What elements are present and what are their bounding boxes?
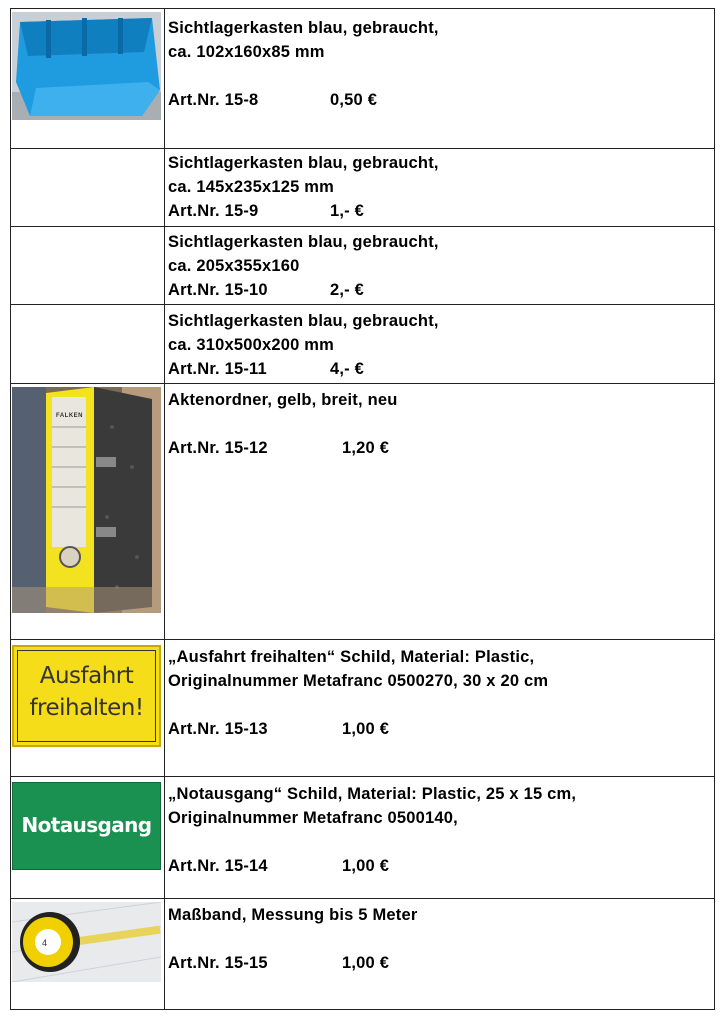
price: 2,- € — [330, 281, 365, 299]
article-number: Art.Nr. 15-15 — [168, 954, 268, 972]
description-line: „Notausgang“ Schild, Material: Plastic, 25 x 15 cm, — [168, 785, 577, 803]
description-line: Maßband, Messung bis 5 Meter — [168, 906, 418, 924]
description-line: Sichtlagerkasten blau, gebraucht, — [168, 19, 439, 37]
article-number: Art.Nr. 15-10 — [168, 281, 268, 299]
description-line: ca. 145x235x125 mm — [168, 178, 334, 196]
item-description-15-9 — [168, 151, 708, 223]
description-line: „Ausfahrt freihalten“ Schild, Material: Plastic, — [168, 648, 535, 666]
description-line: Sichtlagerkasten blau, gebraucht, — [168, 312, 439, 330]
article-line — [168, 436, 708, 460]
product-image-notausgang-sign — [12, 782, 161, 870]
price: 1,00 € — [342, 954, 390, 972]
article-number: Art.Nr. 15-14 — [168, 857, 268, 875]
description-line: ca. 205x355x160 — [168, 257, 300, 275]
description-line: ca. 310x500x200 mm — [168, 336, 334, 354]
article-line — [168, 951, 708, 975]
article-number: Art.Nr. 15-8 — [168, 91, 259, 109]
price: 1,00 € — [342, 857, 390, 875]
product-image-binder — [12, 387, 161, 613]
product-image-ausfahrt-sign — [12, 645, 161, 747]
article-line — [168, 278, 708, 302]
item-description-15-8 — [168, 16, 708, 112]
description-line: Aktenordner, gelb, breit, neu — [168, 391, 398, 409]
item-description-15-10 — [168, 230, 708, 302]
item-description-15-12 — [168, 388, 708, 460]
item-description-15-14 — [168, 782, 708, 878]
price: 1,20 € — [342, 439, 390, 457]
item-description-15-15 — [168, 903, 708, 975]
description-line: Originalnummer Metafranc 0500140, — [168, 809, 458, 827]
price: 4,- € — [330, 360, 365, 378]
item-description-15-11 — [168, 309, 708, 381]
article-number: Art.Nr. 15-12 — [168, 439, 268, 457]
article-line — [168, 88, 708, 112]
price: 1,- € — [330, 202, 365, 220]
binder-brand-label: FALKEN — [56, 413, 83, 419]
description-line: Originalnummer Metafranc 0500270, 30 x 20 cm — [168, 672, 549, 690]
article-line — [168, 357, 708, 381]
sign-text-ausfahrt: Ausfahrt — [39, 663, 134, 689]
article-number: Art.Nr. 15-9 — [168, 202, 259, 220]
article-line — [168, 717, 708, 741]
product-image-blue-bin — [12, 12, 161, 120]
sign-text-freihalten: freihalten! — [29, 695, 144, 721]
article-line — [168, 199, 708, 223]
article-number: Art.Nr. 15-13 — [168, 720, 268, 738]
svg-text:4: 4 — [42, 938, 48, 948]
article-line — [168, 854, 708, 878]
product-image-tape-measure — [12, 902, 161, 982]
price: 1,00 € — [342, 720, 390, 738]
price: 0,50 € — [330, 91, 378, 109]
item-description-15-13 — [168, 645, 708, 741]
description-line: Sichtlagerkasten blau, gebraucht, — [168, 233, 439, 251]
sign-text-notausgang: Notausgang — [21, 813, 152, 837]
description-line: ca. 102x160x85 mm — [168, 43, 325, 61]
description-line: Sichtlagerkasten blau, gebraucht, — [168, 154, 439, 172]
article-number: Art.Nr. 15-11 — [168, 360, 267, 378]
